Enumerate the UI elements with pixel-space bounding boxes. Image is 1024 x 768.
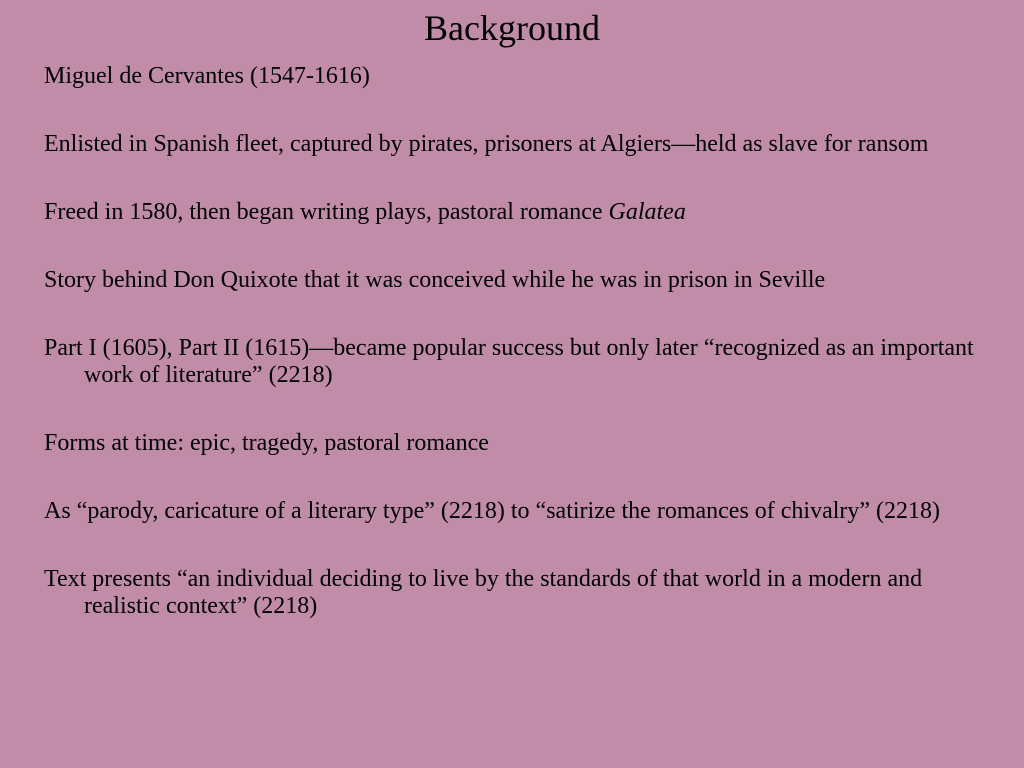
bullet-item bbox=[44, 566, 984, 620]
bullet-text: Forms at time: epic, tragedy, pastoral romance bbox=[44, 430, 489, 456]
bullet-item bbox=[44, 63, 984, 90]
bullet-item bbox=[44, 335, 984, 389]
bullet-text: Miguel de Cervantes (1547-1616) bbox=[44, 63, 370, 89]
bullet-text: Text presents “an individual deciding to live by the standards of that world in a modern and realistic context” (2218) bbox=[44, 566, 923, 619]
bullet-text: As “parody, caricature of a literary type” (2218) to “satirize the romances of chivalry” (2218) bbox=[44, 498, 941, 524]
bullet-item bbox=[44, 498, 984, 525]
bullet-emphasis: Galatea bbox=[608, 199, 686, 225]
bullet-list bbox=[44, 63, 984, 620]
bullet-item bbox=[44, 267, 984, 294]
bullet-item bbox=[44, 430, 984, 457]
bullet-item bbox=[44, 131, 984, 158]
slide-title: Background bbox=[424, 8, 600, 48]
bullet-text: Freed in 1580, then began writing plays, pastoral romance bbox=[44, 199, 609, 225]
bullet-text: Story behind Don Quixote that it was conceived while he was in prison in Seville bbox=[44, 267, 826, 293]
bullet-text: Enlisted in Spanish fleet, captured by pirates, prisoners at Algiers—held as slave for ransom bbox=[44, 131, 929, 157]
bullet-text: Part I (1605), Part II (1615)—became popular success but only later “recognized as an important work of literature” (2218) bbox=[44, 335, 974, 388]
bullet-item bbox=[44, 199, 984, 226]
